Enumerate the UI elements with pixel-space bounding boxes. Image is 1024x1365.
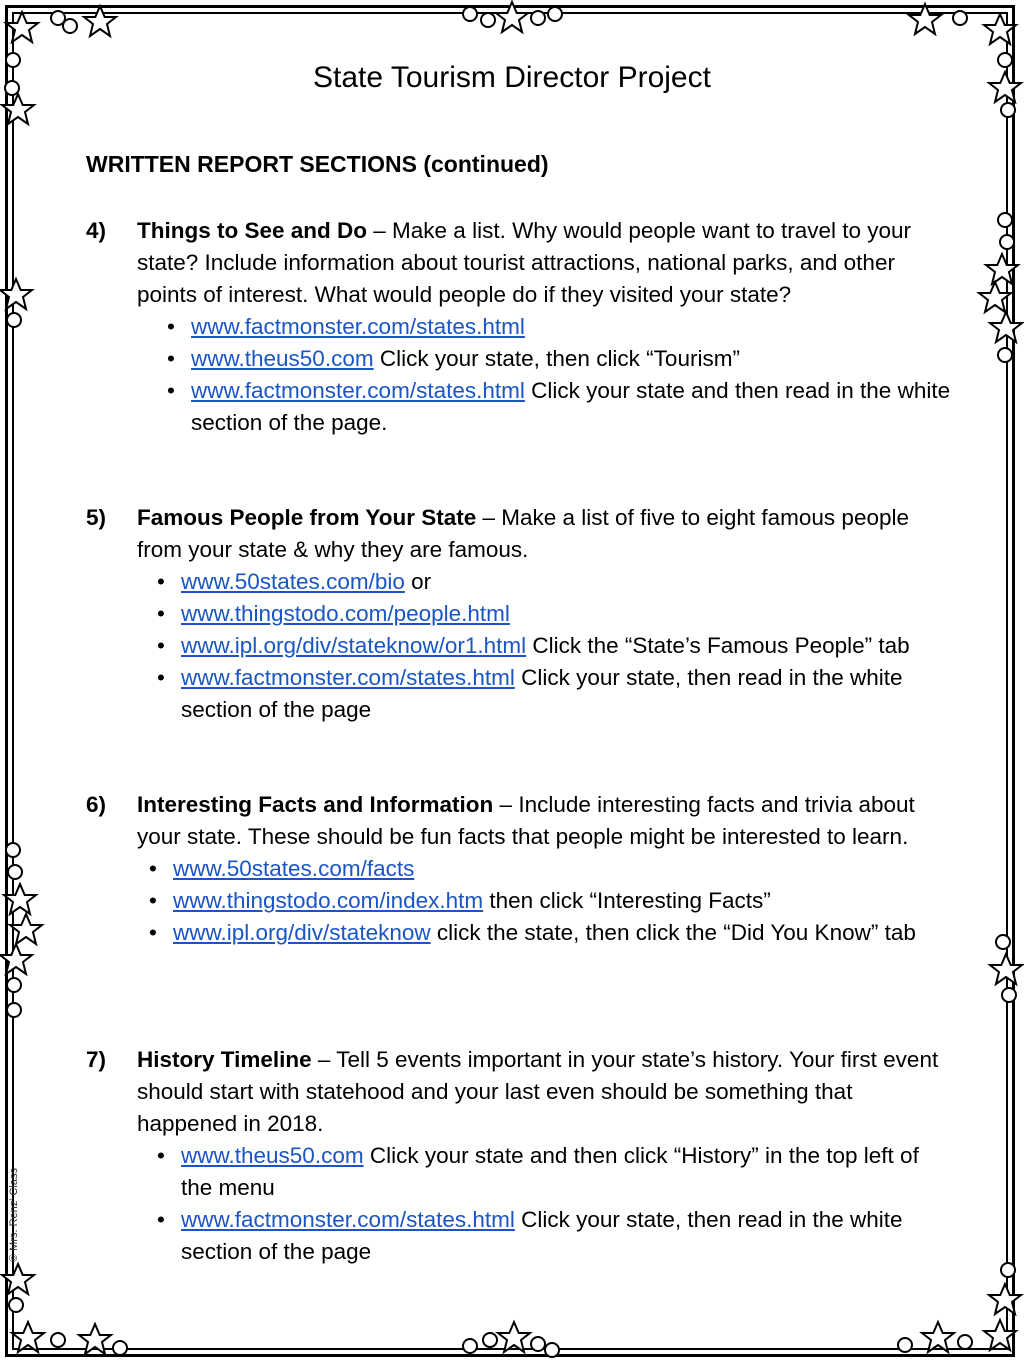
page-title: State Tourism Director Project (313, 61, 711, 94)
copyright-note: © Mrs. Renz' Class (8, 1168, 20, 1262)
resource-link[interactable]: www.factmonster.com/states.html (191, 314, 525, 339)
section-description: – Make a list of five to eight famous people from your state & why they are famous. (137, 505, 909, 562)
resource-link[interactable]: www.50states.com/bio (181, 569, 405, 594)
report-section-7 (86, 1044, 956, 1268)
report-section-6 (86, 789, 956, 949)
resource-list (157, 1140, 956, 1268)
section-title: Interesting Facts and Information (137, 792, 494, 817)
resource-link[interactable]: www.factmonster.com/states.html (181, 665, 515, 690)
section-number: 6) (86, 792, 107, 817)
list-item: • www.ipl.org/div/stateknow click the state, then click the “Did You Know” tab (149, 920, 916, 945)
section-number: 4) (86, 218, 107, 243)
section-number: 7) (86, 1047, 107, 1072)
section-title: Famous People from Your State (137, 505, 477, 530)
list-item: • www.50states.com/bio or (157, 569, 432, 594)
resource-list (157, 566, 956, 726)
list-item: • www.thingstodo.com/index.htm then click “Interesting Facts” (149, 888, 771, 913)
resource-link[interactable]: www.thingstodo.com/people.html (181, 601, 510, 626)
list-item: • www.factmonster.com/states.html Click your state and then read in the white section of the page. (167, 378, 951, 435)
section-title: Things to See and Do (137, 218, 368, 243)
list-item: • www.theus50.com Click your state, then click “Tourism” (167, 346, 740, 371)
report-section-4 (86, 215, 956, 439)
list-item: • www.50states.com/facts (149, 856, 415, 881)
list-item: • www.theus50.com Click your state and then click “History” in the top left of the menu (157, 1143, 919, 1200)
resource-link[interactable]: www.theus50.com (181, 1143, 364, 1168)
list-item: • www.factmonster.com/states.html (167, 314, 525, 339)
resource-link[interactable]: www.ipl.org/div/stateknow (173, 920, 431, 945)
resource-list (167, 311, 956, 439)
resource-list (149, 853, 956, 949)
resource-link[interactable]: www.theus50.com (191, 346, 374, 371)
section-description: – Make a list. Why would people want to travel to your state? Include information about tourist attractions, national parks, and other points of interest. What would people do if they visited your state? (137, 218, 912, 307)
list-item: • www.thingstodo.com/people.html (157, 601, 510, 626)
resource-link[interactable]: www.ipl.org/div/stateknow/or1.html (181, 633, 527, 658)
list-item: • www.factmonster.com/states.html Click your state, then read in the white section of the page (157, 1207, 903, 1264)
list-item: • www.factmonster.com/states.html Click your state, then read in the white section of the page (157, 665, 903, 722)
section-description: – Tell 5 events important in your state’s history. Your first event should start with statehood and your last even should be something that happened in 2018. (137, 1047, 939, 1136)
section-description: – Include interesting facts and trivia about your state. These should be fun facts that people might be interested to learn. (137, 792, 915, 849)
section-heading: WRITTEN REPORT SECTIONS (continued) (86, 151, 549, 177)
resource-link[interactable]: www.50states.com/facts (173, 856, 415, 881)
resource-link[interactable]: www.factmonster.com/states.html (181, 1207, 515, 1232)
section-title: History Timeline (137, 1047, 312, 1072)
section-number: 5) (86, 505, 107, 530)
resource-link[interactable]: www.thingstodo.com/index.htm (173, 888, 484, 913)
list-item: • www.ipl.org/div/stateknow/or1.html Click the “State’s Famous People” tab (157, 633, 910, 658)
report-section-5 (86, 502, 956, 726)
resource-link[interactable]: www.factmonster.com/states.html (191, 378, 525, 403)
